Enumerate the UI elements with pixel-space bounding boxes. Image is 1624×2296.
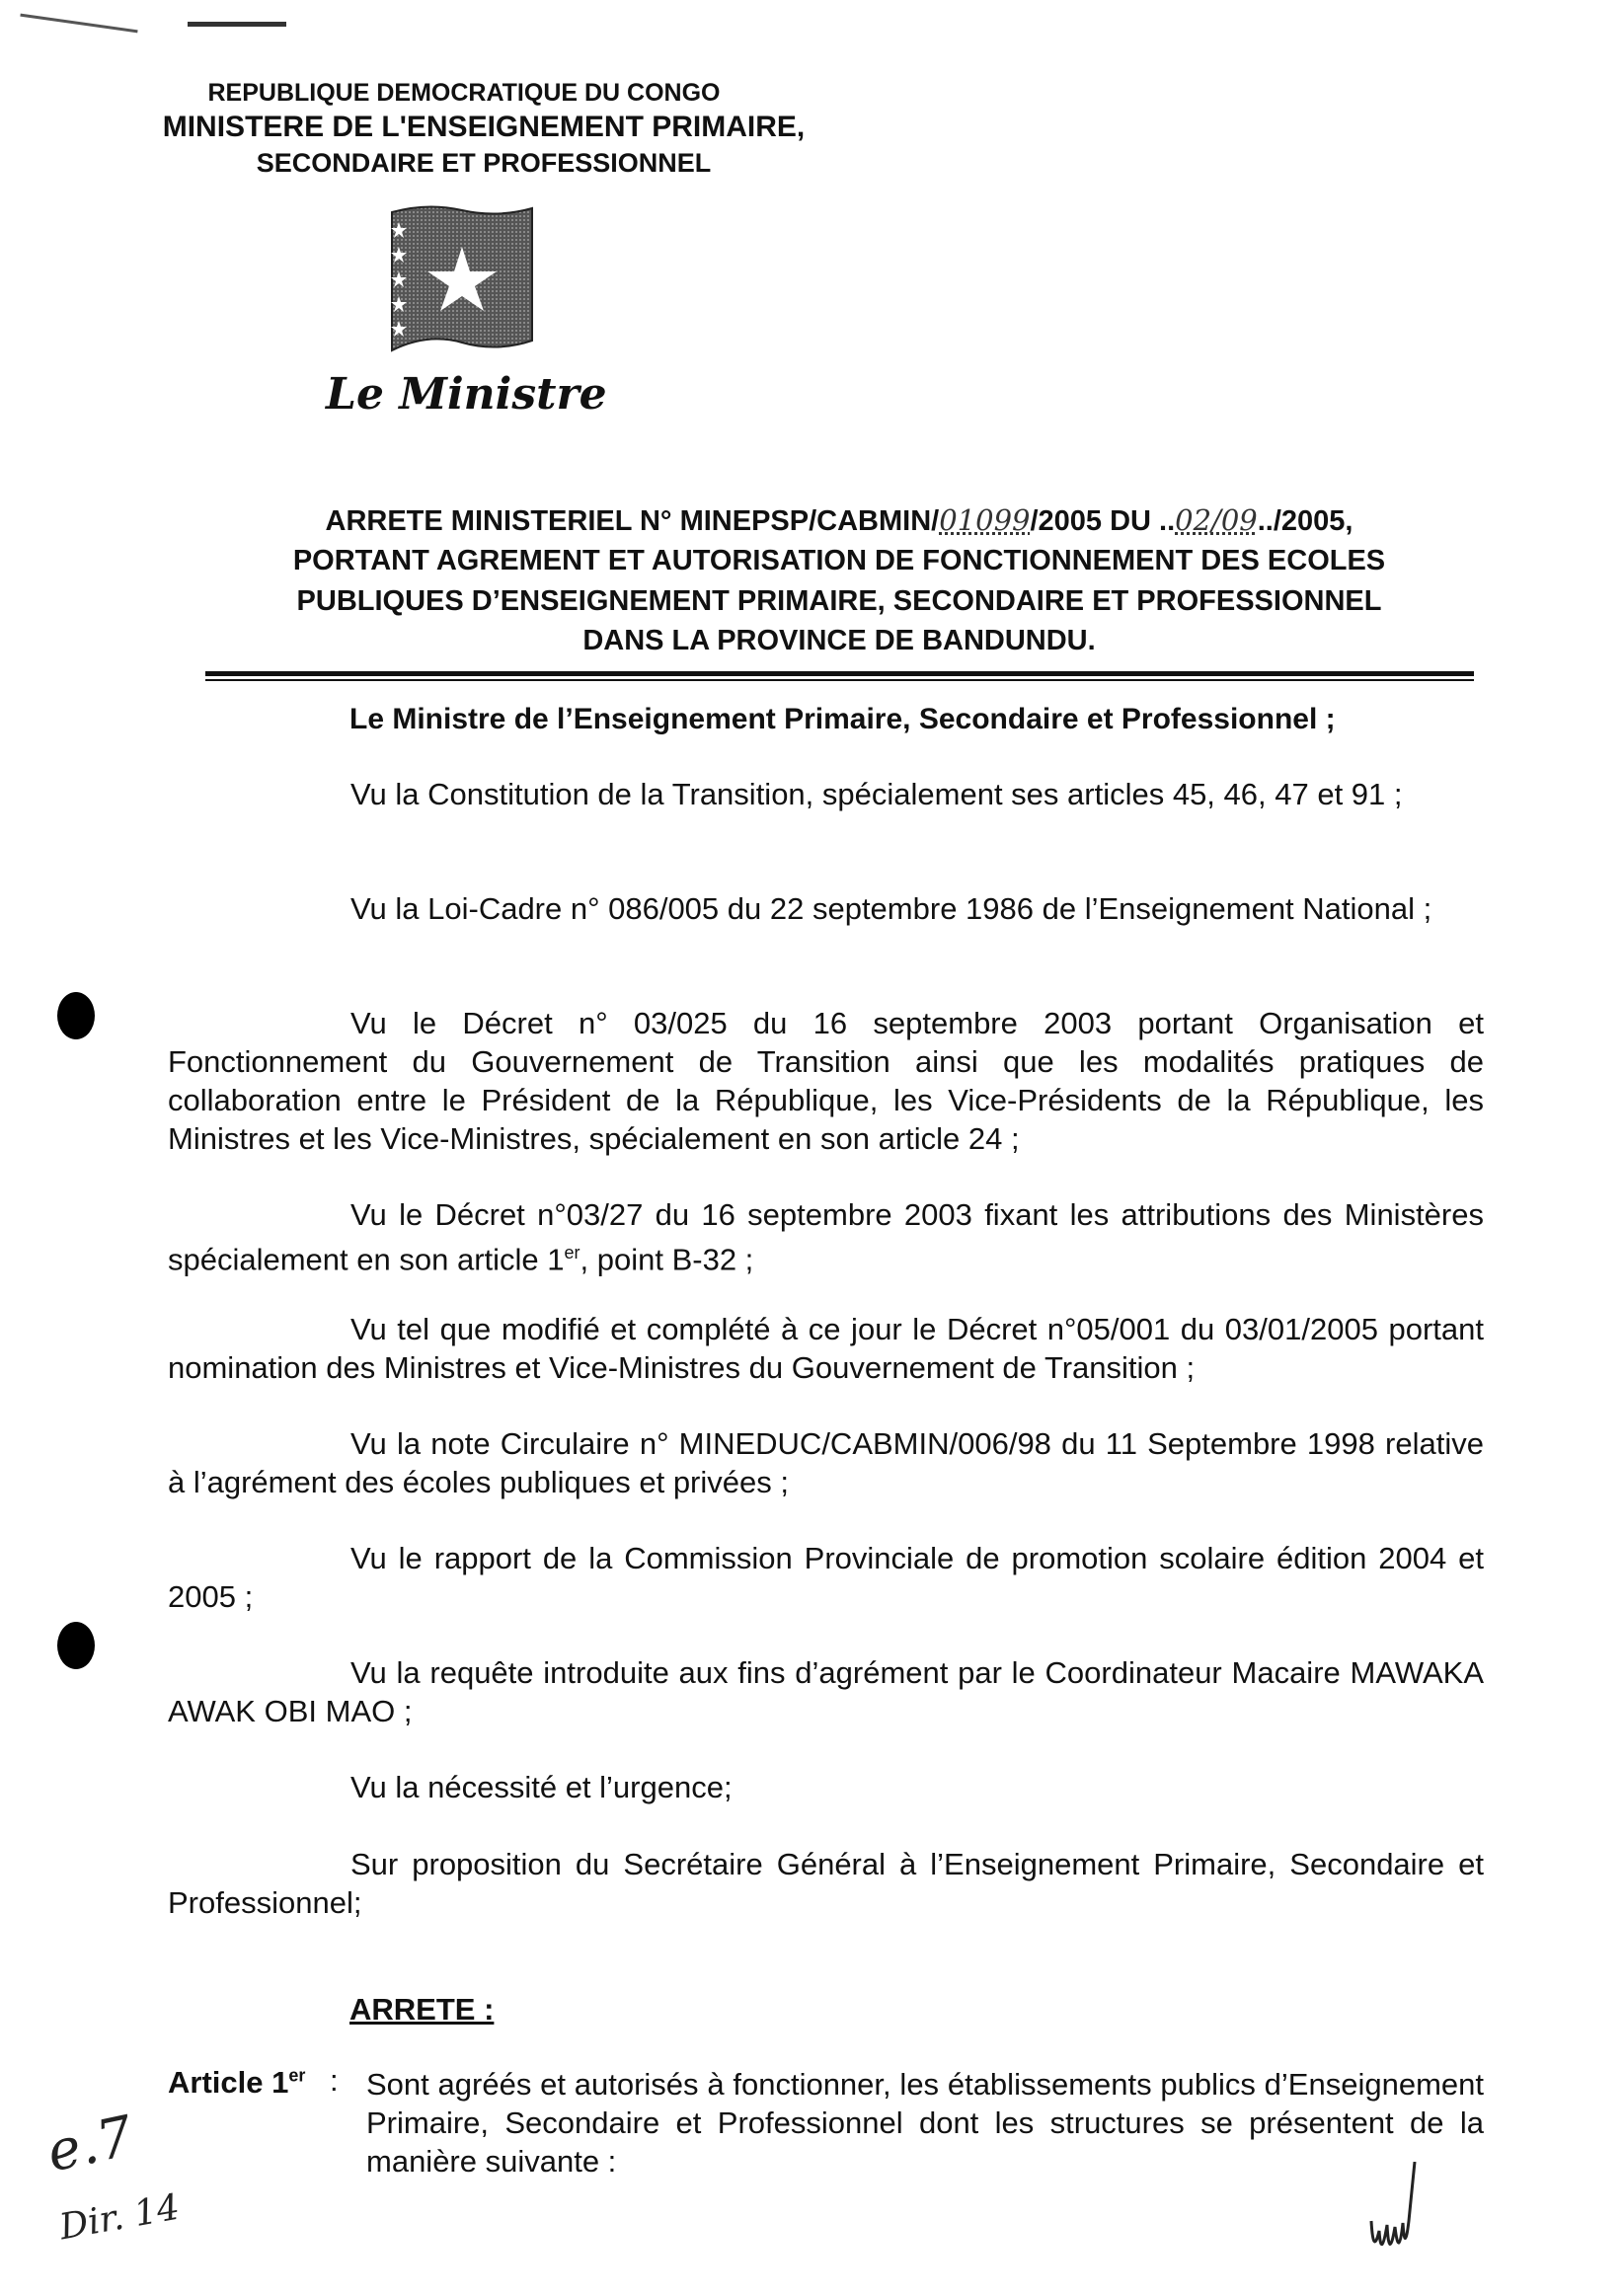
decree-number-prefix: ARRETE MINISTERIEL N° MINEPSP/CABMIN/ bbox=[325, 505, 940, 537]
scan-mark-top-left bbox=[20, 14, 137, 34]
country-name: REPUBLIQUE DEMOCRATIQUE DU CONGO bbox=[207, 79, 721, 107]
decree-date-prefix: /2005 DU .. bbox=[1030, 505, 1176, 537]
punch-hole-upper bbox=[57, 992, 95, 1039]
title-rule-thin bbox=[205, 679, 1474, 681]
article-1-colon: : bbox=[330, 2063, 339, 2098]
title-rule-thick bbox=[205, 671, 1474, 676]
consideration-requete: Vu la requête introduite aux fins d’agrément par le Coordinateur Macaire MAWAKA AWAK OBI MAO ; bbox=[168, 1655, 1484, 1728]
consideration-necessite: Vu la nécessité et l’urgence; bbox=[350, 1770, 733, 1804]
decree-title-line4: DANS LA PROVINCE DE BANDUNDU. bbox=[582, 625, 1096, 656]
decree-title-line3: PUBLIQUES D’ENSEIGNEMENT PRIMAIRE, SECONDAIRE ET PROFESSIONNEL bbox=[296, 585, 1382, 617]
ministry-name-line1: MINISTERE DE L'ENSEIGNEMENT PRIMAIRE, bbox=[162, 111, 806, 143]
consideration-decret-05-001: Vu tel que modifié et complété à ce jour le Décret n°05/001 du 03/01/2005 portant nomination des Ministres et Vice-Ministres du Gouvernement de Transition ; bbox=[168, 1312, 1484, 1385]
consideration-note-circulaire: Vu la note Circulaire n° MINEDUC/CABMIN/006/98 du 11 Septembre 1998 relative à l’agrément des écoles publiques et privées ; bbox=[168, 1426, 1484, 1499]
article-1-label-sup: er bbox=[288, 2065, 306, 2086]
scan-mark-top bbox=[188, 22, 286, 27]
decree-title-line2: PORTANT AGREMENT ET AUTORISATION DE FONCTIONNEMENT DES ECOLES bbox=[292, 545, 1386, 576]
decree-title-line1 bbox=[197, 503, 1481, 538]
consideration-loi-cadre: Vu la Loi-Cadre n° 086/005 du 22 septembre 1986 de l’Enseignement National ; bbox=[350, 891, 1432, 926]
decree-date-suffix: ../2005, bbox=[1257, 505, 1353, 537]
punch-hole-lower bbox=[57, 1622, 95, 1669]
minister-signature-title: Le Ministre bbox=[326, 369, 607, 420]
decree-number-handwritten: 01099 bbox=[939, 503, 1031, 537]
handwritten-initials-left-2: Dir. 14 bbox=[56, 2186, 183, 2249]
decret-03-27-sup: er bbox=[564, 1243, 580, 1263]
ministry-name-line2: SECONDAIRE ET PROFESSIONNEL bbox=[256, 148, 712, 178]
article-1-label bbox=[168, 2065, 305, 2101]
article-1-text: Sont agréés et autorisés à fonctionner, les établissements publics d’Enseignement Primaire, Secondaire et Professionnel dont les structures se présentent de la manière suivante : bbox=[366, 2067, 1484, 2179]
consideration-decret-03-27 bbox=[168, 1195, 1484, 1278]
decret-03-27-tail: , point B-32 ; bbox=[580, 1242, 754, 1277]
consideration-constitution: Vu la Constitution de la Transition, spécialement ses articles 45, 46, 47 et 91 ; bbox=[350, 777, 1403, 811]
consideration-rapport-commission: Vu le rapport de la Commission Provinciale de promotion scolaire édition 2004 et 2005 ; bbox=[168, 1541, 1484, 1614]
decret-03-27-text: Vu le Décret n°03/27 du 16 septembre 2003 fixant les attributions des Ministères spécialement en son article 1 bbox=[168, 1197, 1484, 1277]
flag-emblem bbox=[388, 202, 536, 360]
handwritten-initials-left: e.7 bbox=[41, 2104, 139, 2185]
decree-date-handwritten: 02/09 bbox=[1175, 503, 1258, 537]
consideration-decret-03-025: Vu le Décret n° 03/025 du 16 septembre 2003 portant Organisation et Fonctionnement du Gouvernement de Transition ainsi que les modalités pratiques de collaboration entre le Président de la République, les Vice-Présidents de la République, les Ministres et les Vice-Ministres, spécialement en son article 24 ; bbox=[168, 1006, 1484, 1156]
article-1-label-text: Article 1 bbox=[168, 2065, 289, 2100]
handwritten-signature-right bbox=[1367, 2162, 1427, 2270]
arrete-heading: ARRETE : bbox=[349, 1992, 495, 2027]
consideration-proposition: Sur proposition du Secrétaire Général à l’Enseignement Primaire, Secondaire et Professionnel; bbox=[168, 1847, 1484, 1920]
intro-line: Le Ministre de l’Enseignement Primaire, Secondaire et Professionnel ; bbox=[349, 703, 1336, 735]
